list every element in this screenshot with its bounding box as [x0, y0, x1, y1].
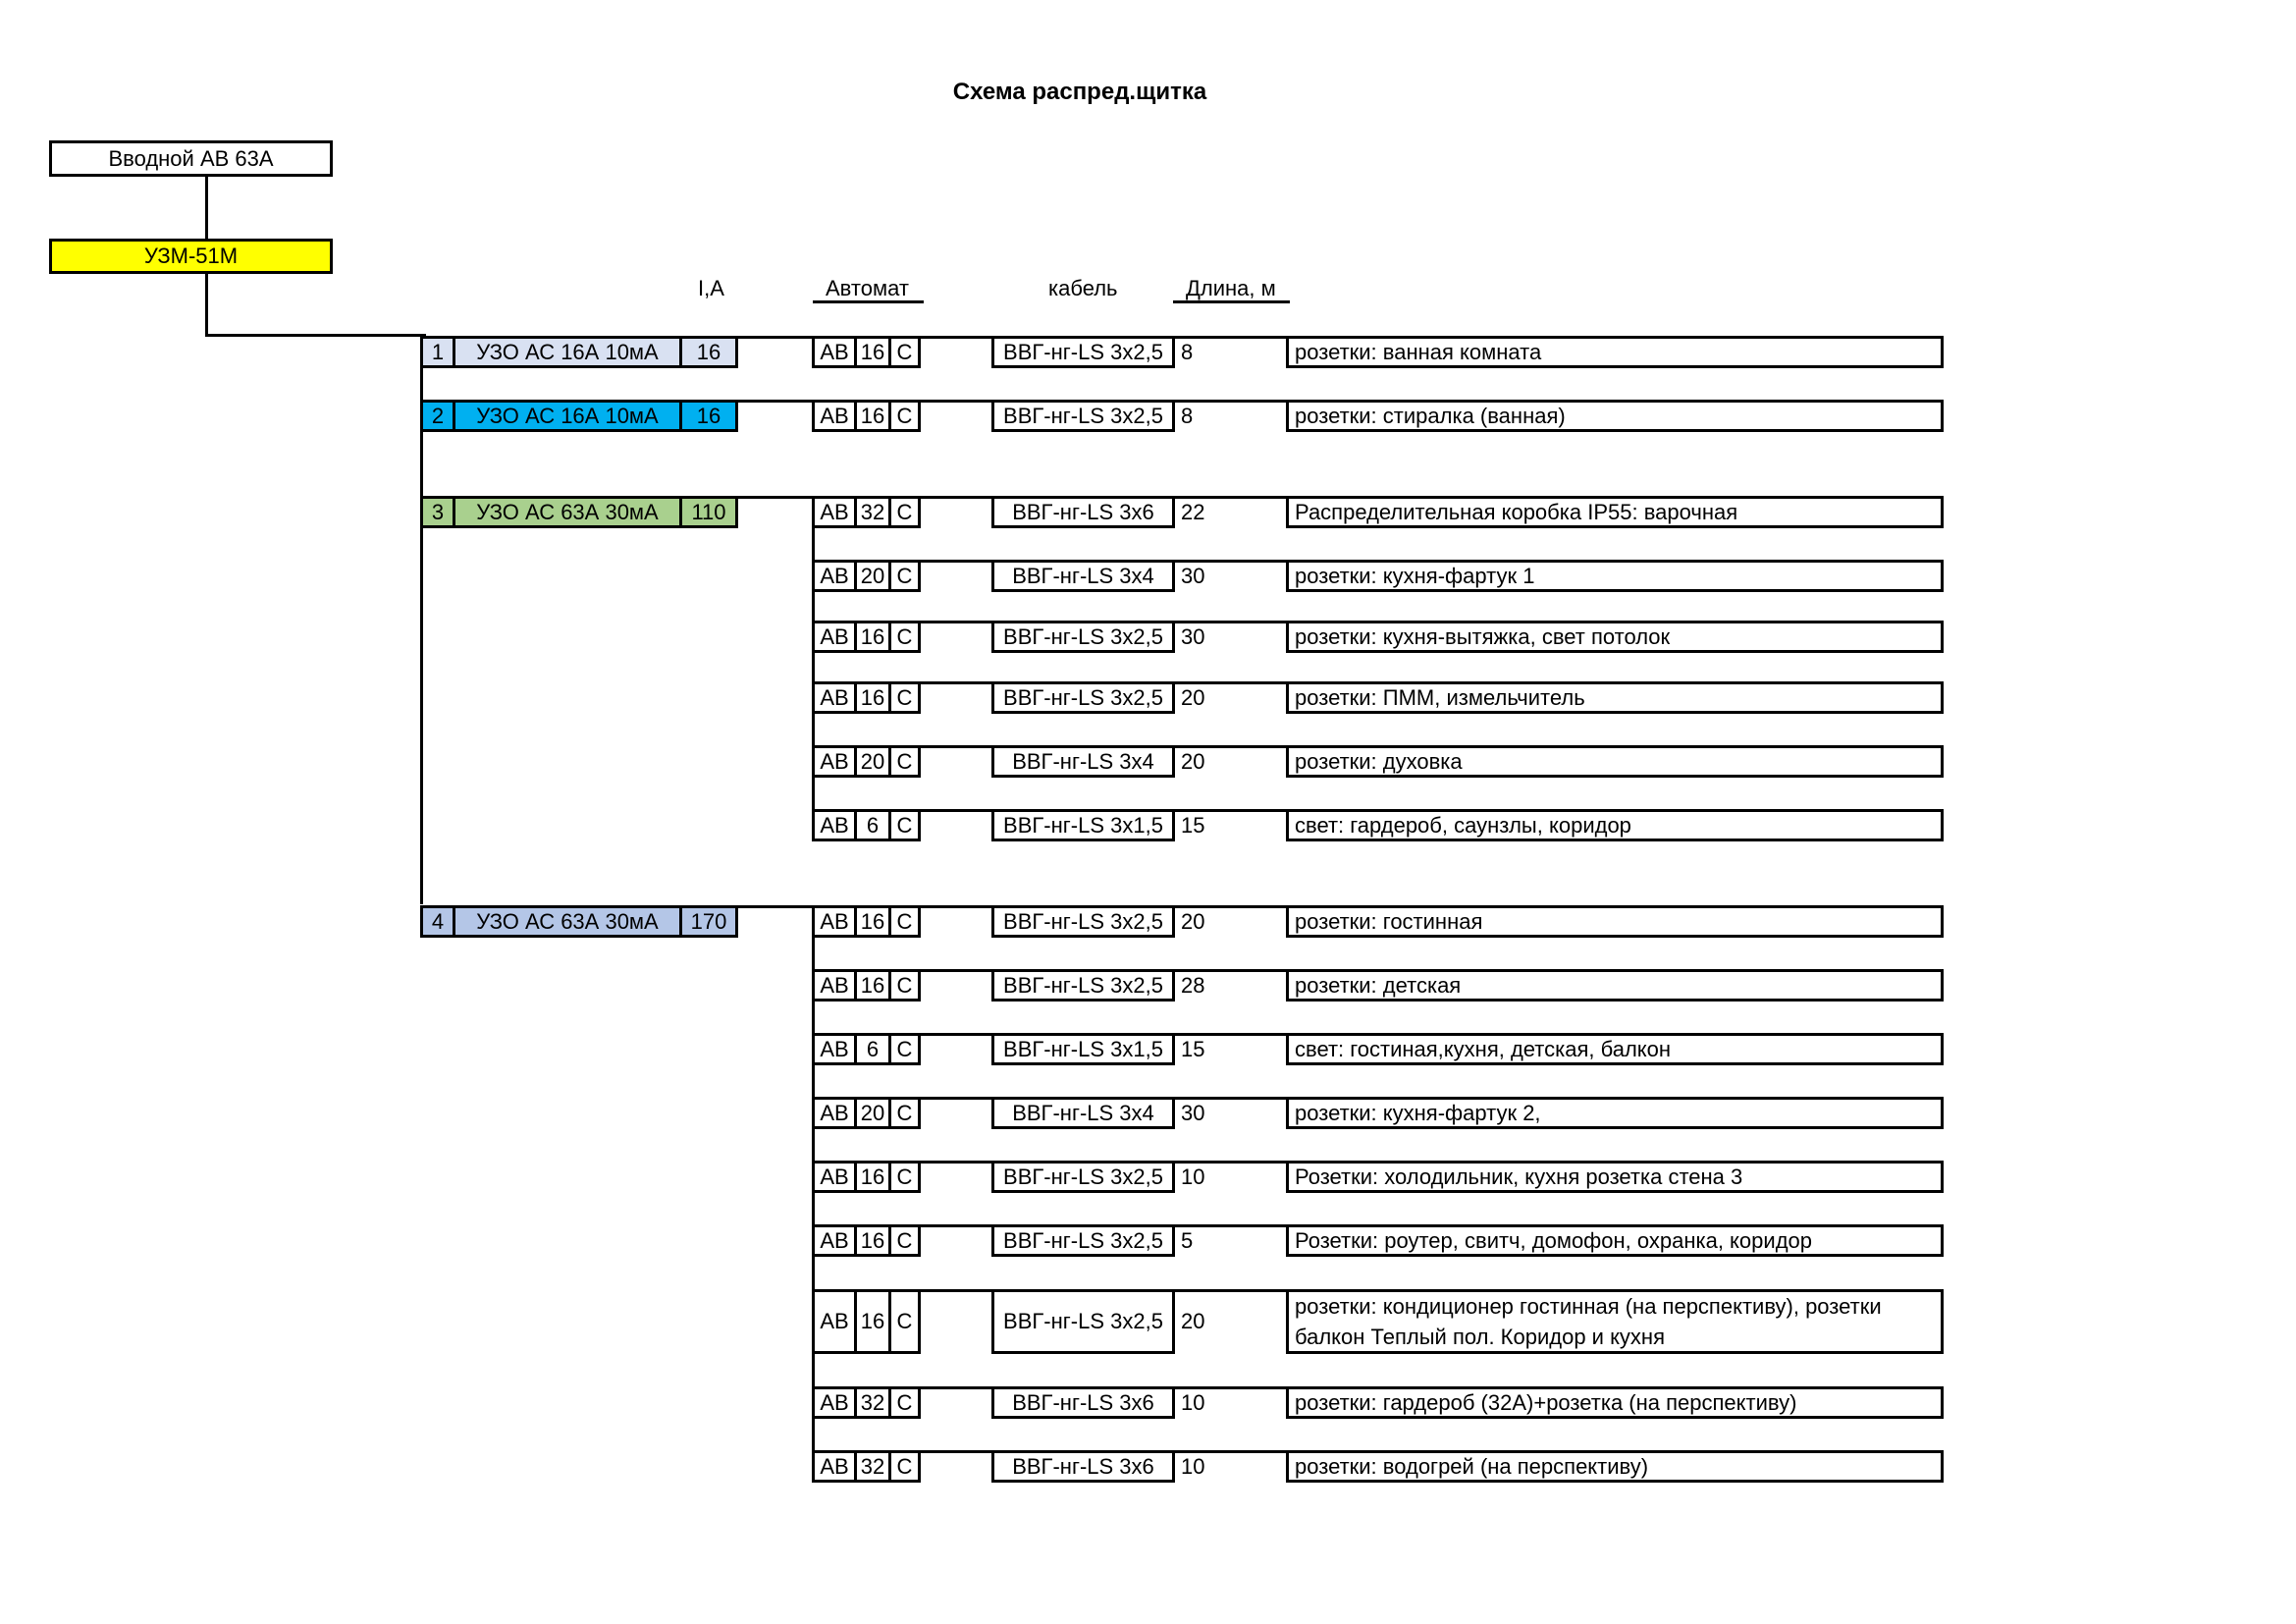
rcd-current: 170: [679, 905, 738, 938]
breaker-to-cable-line: [921, 1289, 994, 1292]
cable-type: ВВГ-нг-LS 3х6: [991, 1450, 1175, 1483]
cable-length: 28: [1181, 972, 1205, 998]
breaker-type: АВ: [812, 496, 857, 528]
breaker-type: АВ: [812, 969, 857, 1001]
load-description: Розетки: холодильник, кухня розетка стена 3: [1286, 1161, 1944, 1193]
page-title: Схема распред.щитка: [952, 79, 1207, 105]
breaker-to-cable-line: [921, 745, 994, 748]
breaker-curve: C: [888, 1450, 921, 1483]
breaker-to-cable-line: [921, 621, 994, 623]
cable-length: 30: [1181, 563, 1205, 588]
main-breaker-box: [49, 140, 333, 177]
voltage-relay-box: [49, 239, 333, 274]
breaker-curve: C: [888, 1097, 921, 1129]
breaker-type: АВ: [812, 745, 857, 778]
breaker-rating: 20: [854, 745, 891, 778]
cable-length: 20: [1181, 748, 1205, 774]
breaker-rating: 16: [854, 621, 891, 653]
breaker-to-cable-line: [921, 1161, 994, 1164]
breaker-curve: C: [888, 1289, 921, 1354]
breaker-curve: C: [888, 560, 921, 592]
breaker-to-cable-line: [921, 1386, 994, 1389]
breaker-curve: C: [888, 1161, 921, 1193]
breaker-to-cable-line: [921, 1097, 994, 1100]
breaker-curve: C: [888, 809, 921, 841]
rcd-current: 110: [679, 496, 738, 528]
breaker-rating: 16: [854, 1224, 891, 1257]
breaker-rating: 16: [854, 905, 891, 938]
cable-type: ВВГ-нг-LS 3х2,5: [991, 681, 1175, 714]
cable-type: ВВГ-нг-LS 3х2,5: [991, 905, 1175, 938]
cable-type: ВВГ-нг-LS 3х2,5: [991, 1161, 1175, 1193]
breaker-rating: 16: [854, 1161, 891, 1193]
breaker-curve: C: [888, 400, 921, 432]
cable-length: 8: [1181, 403, 1194, 428]
breaker-curve: C: [888, 1224, 921, 1257]
cable-type: ВВГ-нг-LS 3х4: [991, 1097, 1175, 1129]
breaker-rating: 16: [854, 969, 891, 1001]
breaker-type: АВ: [812, 1224, 857, 1257]
cable-length: 22: [1181, 499, 1205, 524]
cable-length: 10: [1181, 1389, 1205, 1415]
breaker-rating: 16: [854, 1289, 891, 1354]
rcd-label: УЗО АС 63А 30мА: [453, 496, 682, 528]
breaker-rating: 20: [854, 560, 891, 592]
cable-type: ВВГ-нг-LS 3х4: [991, 745, 1175, 778]
header-length: Длина, м: [1186, 276, 1276, 300]
breaker-to-cable-line: [921, 496, 994, 499]
voltage-relay-label: УЗМ-51М: [143, 244, 239, 268]
breaker-type: АВ: [812, 905, 857, 938]
load-description: розетки: водогрей (на перспективу): [1286, 1450, 1944, 1483]
breaker-rating: 32: [854, 1450, 891, 1483]
breaker-to-cable-line: [921, 400, 994, 403]
breaker-type: АВ: [812, 809, 857, 841]
rcd-to-breaker-line: [738, 400, 815, 403]
header-breaker-underline: [813, 300, 924, 303]
rcd-label: УЗО АС 16А 10мА: [453, 400, 682, 432]
load-description: розетки: ванная комната: [1286, 336, 1944, 368]
rcd-label: УЗО АС 63А 30мА: [453, 905, 682, 938]
cable-type: ВВГ-нг-LS 3х4: [991, 560, 1175, 592]
cable-length: 15: [1181, 812, 1205, 838]
breaker-type: АВ: [812, 400, 857, 432]
breaker-rating: 20: [854, 1097, 891, 1129]
breaker-rating: 16: [854, 400, 891, 432]
busbar-line: [205, 334, 426, 337]
cable-length: 20: [1181, 908, 1205, 934]
breaker-type: АВ: [812, 1386, 857, 1419]
breaker-to-cable-line: [921, 336, 994, 339]
cable-length: 15: [1181, 1036, 1205, 1061]
load-description: розетки: гардероб (32А)+розетка (на перспективу): [1286, 1386, 1944, 1419]
cable-length: 30: [1181, 1100, 1205, 1125]
load-description: свет: гардероб, саунзлы, коридор: [1286, 809, 1944, 841]
cable-length: 8: [1181, 339, 1194, 364]
cable-length: 10: [1181, 1453, 1205, 1479]
breaker-to-cable-line: [921, 1224, 994, 1227]
rcd-current: 16: [679, 400, 738, 432]
header-current: I,A: [698, 276, 724, 300]
rcd-current: 16: [679, 336, 738, 368]
breaker-curve: C: [888, 621, 921, 653]
rcd-number: 4: [420, 905, 455, 938]
cable-type: ВВГ-нг-LS 3х2,5: [991, 621, 1175, 653]
load-description: розетки: духовка: [1286, 745, 1944, 778]
breaker-to-cable-line: [921, 1450, 994, 1453]
load-description: розетки: кухня-фартук 1: [1286, 560, 1944, 592]
cable-type: ВВГ-нг-LS 3х2,5: [991, 336, 1175, 368]
rcd-number: 3: [420, 496, 455, 528]
cable-type: ВВГ-нг-LS 3х6: [991, 1386, 1175, 1419]
header-cable: кабель: [1048, 276, 1118, 300]
breaker-type: АВ: [812, 560, 857, 592]
breaker-to-cable-line: [921, 969, 994, 972]
load-description: розетки: гостинная: [1286, 905, 1944, 938]
breaker-rating: 6: [854, 809, 891, 841]
breaker-curve: C: [888, 905, 921, 938]
load-description: розетки: стиралка (ванная): [1286, 400, 1944, 432]
breaker-rating: 32: [854, 496, 891, 528]
rcd-number: 1: [420, 336, 455, 368]
breaker-curve: C: [888, 969, 921, 1001]
load-description: розетки: кухня-вытяжка, свет потолок: [1286, 621, 1944, 653]
cable-length: 20: [1181, 684, 1205, 710]
breaker-type: АВ: [812, 336, 857, 368]
load-description: Распределительная коробка IP55: варочная: [1286, 496, 1944, 528]
cable-type: ВВГ-нг-LS 3х6: [991, 496, 1175, 528]
breaker-curve: C: [888, 1386, 921, 1419]
header-breaker: Автомат: [826, 276, 909, 300]
breaker-to-cable-line: [921, 809, 994, 812]
breaker-rating: 6: [854, 1033, 891, 1065]
breaker-to-cable-line: [921, 681, 994, 684]
breaker-type: АВ: [812, 1097, 857, 1129]
cable-length: 10: [1181, 1164, 1205, 1189]
cable-type: ВВГ-нг-LS 3х1,5: [991, 1033, 1175, 1065]
breaker-to-cable-line: [921, 1033, 994, 1036]
breaker-type: АВ: [812, 1161, 857, 1193]
breaker-curve: C: [888, 336, 921, 368]
main-breaker-label: Вводной АВ 63А: [108, 145, 274, 171]
main-feed-line: [205, 177, 208, 239]
cable-type: ВВГ-нг-LS 3х2,5: [991, 1289, 1175, 1354]
breaker-rating: 16: [854, 681, 891, 714]
cable-length: 5: [1181, 1227, 1194, 1253]
breaker-type: АВ: [812, 621, 857, 653]
cable-type: ВВГ-нг-LS 3х2,5: [991, 400, 1175, 432]
rcd-to-breaker-line: [738, 905, 815, 908]
group-bus-line: [812, 496, 815, 841]
breaker-to-cable-line: [921, 905, 994, 908]
breaker-curve: C: [888, 745, 921, 778]
rcd-label: УЗО АС 16А 10мА: [453, 336, 682, 368]
cable-type: ВВГ-нг-LS 3х2,5: [991, 969, 1175, 1001]
breaker-type: АВ: [812, 1450, 857, 1483]
cable-type: ВВГ-нг-LS 3х1,5: [991, 809, 1175, 841]
cable-length: 30: [1181, 623, 1205, 649]
load-description: Розетки: роутер, свитч, домофон, охранка, коридор: [1286, 1224, 1944, 1257]
breaker-rating: 16: [854, 336, 891, 368]
breaker-curve: C: [888, 681, 921, 714]
cable-type: ВВГ-нг-LS 3х2,5: [991, 1224, 1175, 1257]
load-description: розетки: детская: [1286, 969, 1944, 1001]
breaker-to-cable-line: [921, 560, 994, 563]
breaker-rating: 32: [854, 1386, 891, 1419]
relay-feed-line: [205, 274, 208, 336]
breaker-curve: C: [888, 496, 921, 528]
load-description: розетки: кухня-фартук 2,: [1286, 1097, 1944, 1129]
breaker-type: АВ: [812, 681, 857, 714]
breaker-curve: C: [888, 1033, 921, 1065]
load-description: свет: гостиная,кухня, детская, балкон: [1286, 1033, 1944, 1065]
rcd-to-breaker-line: [738, 496, 815, 499]
load-description: розетки: кондиционер гостинная (на перспективу), розетки балкон Теплый пол. Коридор и кухня: [1286, 1289, 1944, 1354]
load-description: розетки: ПММ, измельчитель: [1286, 681, 1944, 714]
rcd-to-breaker-line: [738, 336, 815, 339]
breaker-type: АВ: [812, 1033, 857, 1065]
cable-length: 20: [1181, 1309, 1205, 1333]
header-length-underline: [1173, 300, 1290, 303]
breaker-type: АВ: [812, 1289, 857, 1354]
rcd-number: 2: [420, 400, 455, 432]
